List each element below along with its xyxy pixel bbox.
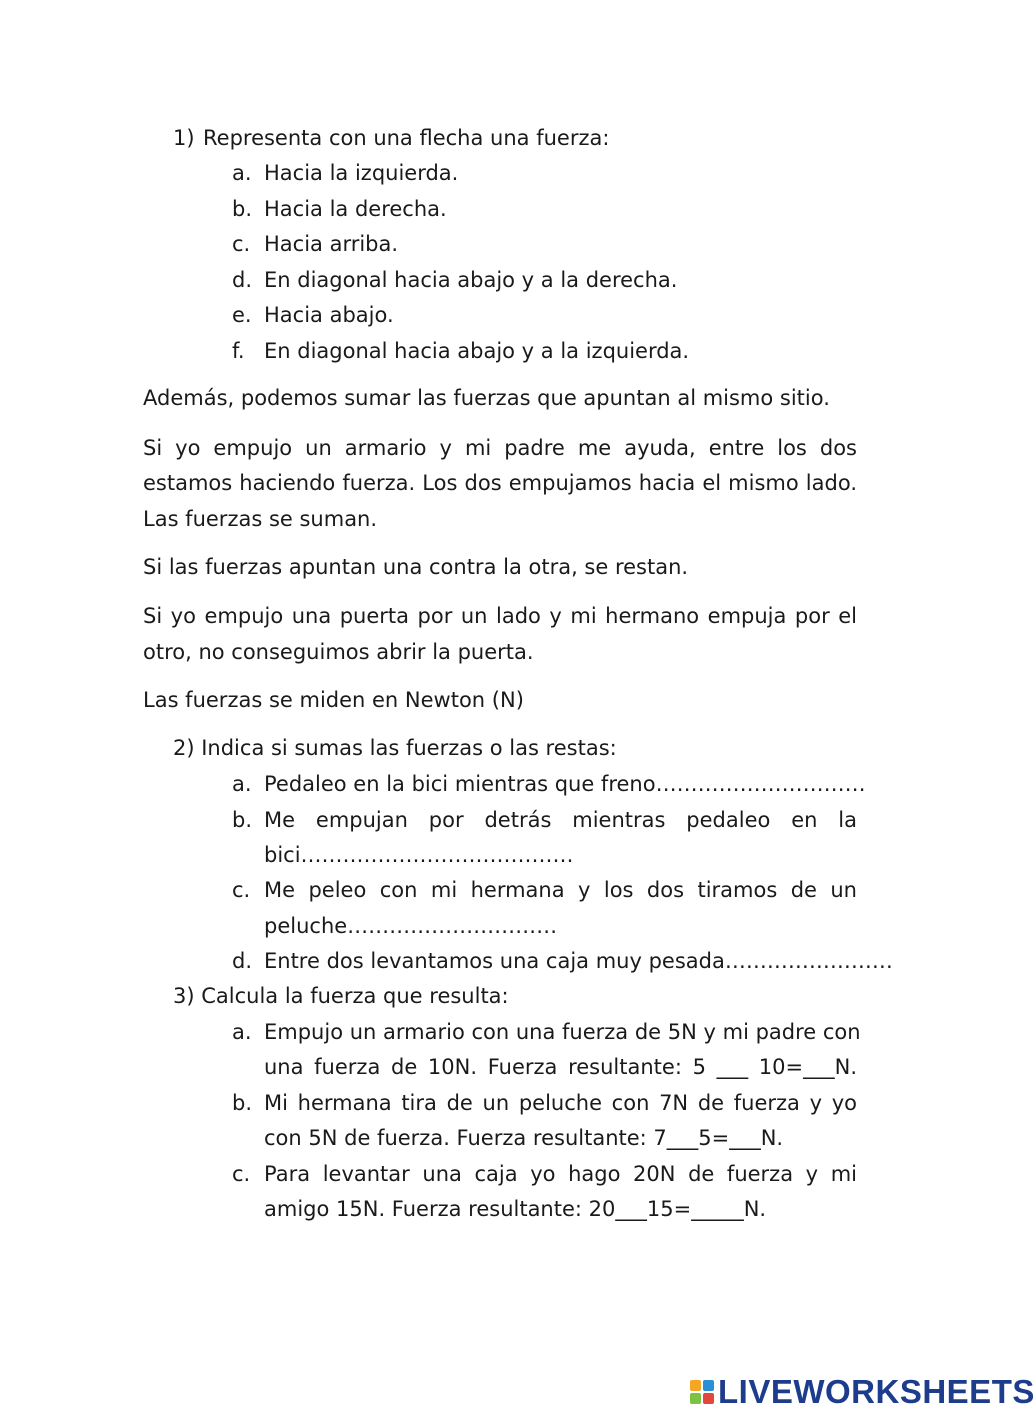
q3-item-label: b. bbox=[232, 1091, 253, 1115]
q1-item-text: En diagonal hacia abajo y a la derecha. bbox=[264, 268, 678, 292]
paragraph-door-line: otro, no conseguimos abrir la puerta. bbox=[143, 640, 534, 664]
q1-text: Representa con una flecha una fuerza: bbox=[203, 126, 610, 150]
q1-number: 1) bbox=[173, 126, 195, 150]
paragraph-newton: Las fuerzas se miden en Newton (N) bbox=[143, 688, 524, 712]
logo-square bbox=[703, 1393, 714, 1404]
q3-item-text: una fuerza de 10N. Fuerza resultante: 5 ___ 10=___N. bbox=[264, 1055, 857, 1079]
paragraph-wardrobe-line: Las fuerzas se suman. bbox=[143, 507, 378, 531]
q2-item-label: c. bbox=[232, 878, 251, 902]
q1-item-text: Hacia arriba. bbox=[264, 232, 399, 256]
q2-item-text: Pedaleo en la bici mientras que freno………………………… bbox=[264, 772, 866, 796]
paragraph-sum-forces: Además, podemos sumar las fuerzas que apuntan al mismo sitio. bbox=[143, 386, 830, 410]
q2-item-text: Me empujan por detrás mientras pedaleo en la bbox=[264, 808, 857, 832]
logo-square bbox=[690, 1380, 701, 1391]
q1-item-label: d. bbox=[232, 268, 253, 292]
q1-item-label: f. bbox=[232, 339, 245, 363]
q3-item-text: amigo 15N. Fuerza resultante: 20___15=_____N. bbox=[264, 1197, 767, 1221]
q3-item-text: Mi hermana tira de un peluche con 7N de fuerza y yo bbox=[264, 1091, 857, 1115]
q2-item-text: peluche………………………… bbox=[264, 914, 558, 938]
liveworksheets-logo bbox=[690, 1372, 1035, 1412]
q1-item-text: Hacia la izquierda. bbox=[264, 161, 459, 185]
q3-item-text: Empujo un armario con una fuerza de 5N y mi padre con bbox=[264, 1020, 861, 1044]
logo-square bbox=[690, 1393, 701, 1404]
q2-item-label: d. bbox=[232, 949, 253, 973]
paragraph-wardrobe-line: estamos haciendo fuerza. Los dos empujamos hacia el mismo lado. bbox=[143, 471, 857, 495]
paragraph-wardrobe-line: Si yo empujo un armario y mi padre me ayuda, entre los dos bbox=[143, 436, 857, 460]
logo-text: LIVEWORKSHEETS bbox=[718, 1373, 1035, 1410]
q3-item-label: a. bbox=[232, 1020, 252, 1044]
q2-item-text: bici………………………………… bbox=[264, 843, 574, 867]
q1-item-text: En diagonal hacia abajo y a la izquierda. bbox=[264, 339, 690, 363]
q3-item-text: Para levantar una caja yo hago 20N de fuerza y mi bbox=[264, 1162, 857, 1186]
paragraph-door-line: Si yo empujo una puerta por un lado y mi hermano empuja por el bbox=[143, 604, 857, 628]
paragraph-subtract-forces: Si las fuerzas apuntan una contra la otra, se restan. bbox=[143, 555, 689, 579]
q3-item-label: c. bbox=[232, 1162, 251, 1186]
q2-item-label: b. bbox=[232, 808, 253, 832]
q1-item-label: e. bbox=[232, 303, 252, 327]
q2-item-text: Me peleo con mi hermana y los dos tiramos de un bbox=[264, 878, 857, 902]
q3-text: 3) Calcula la fuerza que resulta: bbox=[173, 984, 509, 1008]
logo-squares-icon bbox=[690, 1380, 714, 1404]
q1-item-label: a. bbox=[232, 161, 252, 185]
q3-item-text: con 5N de fuerza. Fuerza resultante: 7___5=___N. bbox=[264, 1126, 784, 1150]
q2-item-text: Entre dos levantamos una caja muy pesada…………………… bbox=[264, 949, 893, 973]
q1-item-label: c. bbox=[232, 232, 251, 256]
q1-item-text: Hacia la derecha. bbox=[264, 197, 447, 221]
q2-item-label: a. bbox=[232, 772, 252, 796]
q1-item-text: Hacia abajo. bbox=[264, 303, 394, 327]
q2-text: 2) Indica si sumas las fuerzas o las restas: bbox=[173, 736, 617, 760]
logo-square bbox=[703, 1380, 714, 1391]
q1-item-label: b. bbox=[232, 197, 253, 221]
